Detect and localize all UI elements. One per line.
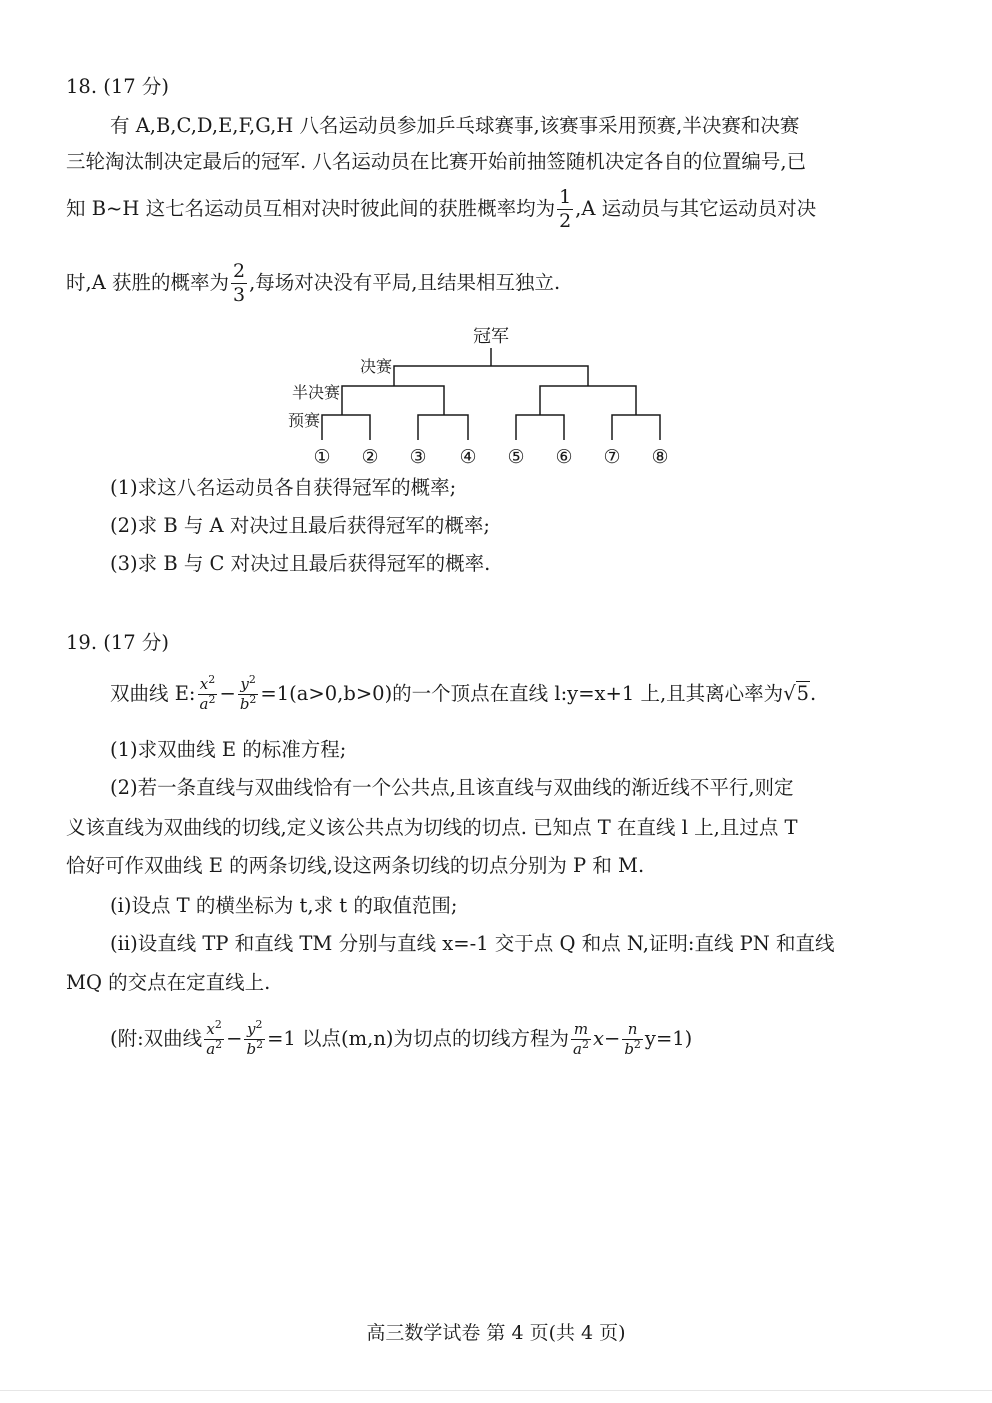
q19-intro-text-b: =1(a>0,b>0)的一个顶点在直线 l:y=x+1 上,且其离心率为 [260, 682, 784, 705]
bracket-prelim-4 [612, 415, 660, 440]
q19-part-2-line-3: 恰好可作双曲线 E 的两条切线,设这两条切线的切点分别为 P 和 M. [66, 854, 645, 877]
q19-note-text-b: =1 以点(m,n)为切点的切线方程为 [267, 1027, 570, 1050]
seat-2: ② [361, 446, 379, 468]
tournament-bracket [270, 318, 700, 473]
label-champion: 冠军 [473, 326, 509, 347]
page-footer: 高三数学试卷 第 4 页(共 4 页) [366, 1322, 626, 1344]
q19-note-text-c: y=1) [644, 1027, 693, 1050]
probability-two-thirds [231, 262, 247, 305]
bracket-semi-right [540, 386, 636, 415]
x-squared-over-a-squared: $\frac{x^2}{a^2}$ [199, 673, 216, 713]
q18-line-3-text-a: 知 B~H 这七名运动员互相对决时彼此间的获胜概率均为 [66, 197, 556, 220]
q18-part-2: (2)求 B 与 A 对决过且最后获得冠军的概率; [110, 514, 490, 537]
seat-1: ① [313, 446, 331, 468]
frac-den: 2 [559, 210, 572, 232]
seat-3: ③ [409, 446, 427, 468]
sqrt-five: 5 [796, 682, 810, 705]
q18-line-4 [66, 262, 892, 305]
q18-line-4-text-a: 时,A 获胜的概率为 [66, 271, 229, 294]
q19-intro-end: . [810, 682, 817, 705]
note-n-over-b2: $\frac{n}{b^2}$ [624, 1020, 641, 1058]
q19-part-2-line-1: (2)若一条直线与双曲线恰有一个公共点,且该直线与双曲线的渐近线不平行,则定 [110, 776, 794, 799]
bracket-prelim-2 [418, 415, 468, 440]
q18-line-3-text-b: ,A 运动员与其它运动员对决 [575, 197, 817, 220]
frac-num: 1 [559, 186, 572, 208]
label-final: 决赛 [359, 357, 392, 376]
q19-part-2-ii-line-2: MQ 的交点在定直线上. [66, 971, 271, 994]
frac-num: 2 [232, 260, 246, 282]
q18-line-4-text-b: ,每场对决没有平局,且结果相互独立. [249, 271, 561, 294]
q18-line-2: 三轮淘汰制决定最后的冠军. 八名运动员在比赛开始前抽签随机决定各自的位置编号,已 [66, 150, 807, 173]
label-prelim: 预赛 [287, 411, 320, 430]
q19-part-2-i: (i)设点 T 的横坐标为 t,求 t 的取值范围; [110, 894, 458, 917]
q19-part-1: (1)求双曲线 E 的标准方程; [110, 738, 347, 761]
bracket-prelim-3 [516, 415, 564, 440]
q19-part-2-line-2: 义该直线为双曲线的切线,定义该公共点为切线的切点. 已知点 T 在直线 l 上,且过点 T [66, 816, 798, 839]
frac-den: 3 [232, 284, 246, 306]
q19-header: 19. (17 分) [66, 631, 169, 654]
page-bottom-divider [0, 1390, 992, 1391]
seat-4: ④ [459, 446, 477, 468]
note-x2-over-a2: $\frac{x^2}{a^2}$ [206, 1018, 223, 1058]
note-y2-over-b2: $\frac{y^2}{b^2}$ [246, 1018, 264, 1058]
probability-half [557, 188, 573, 231]
q19-note: (附:双曲线 $\frac{x^2}{a^2}$ − $\frac{y^2}{b^2}$ =1 以点(m,n)为切点的切线方程为 $\frac{m}{a^2}$ x− $\frac{n}{b^2}$ y=1) [110, 1018, 693, 1058]
q18-line-3 [66, 188, 892, 231]
note-m-over-a2: $\frac{m}{a^2}$ [573, 1020, 589, 1058]
seat-7: ⑦ [603, 446, 621, 468]
q19-note-text-a: (附:双曲线 [110, 1027, 203, 1050]
q18-line-1: 有 A,B,C,D,E,F,G,H 八名运动员参加乒乓球赛事,该赛事采用预赛,半决赛和决赛 [110, 114, 800, 137]
q18-part-3: (3)求 B 与 C 对决过且最后获得冠军的概率. [110, 552, 491, 575]
q18-part-1: (1)求这八名运动员各自获得冠军的概率; [110, 476, 457, 499]
bracket-final [394, 366, 588, 386]
seat-8: ⑧ [651, 446, 669, 468]
q19-intro-text-a: 双曲线 E: [110, 682, 196, 705]
seat-6: ⑥ [555, 446, 573, 468]
bracket-semi-left [342, 386, 444, 415]
q19-part-2-ii-line-1: (ii)设直线 TP 和直线 TM 分别与直线 x=-1 交于点 Q 和点 N,证明:直线 PN 和直线 [110, 932, 835, 955]
seat-5: ⑤ [507, 446, 525, 468]
q19-intro: 双曲线 E: $\frac{x^2}{a^2}$ − $\frac{y^2}{b^2}$ =1(a>0,b>0)的一个顶点在直线 l:y=x+1 上,且其离心率为√5. [110, 673, 817, 713]
q18-header: 18. (17 分) [66, 75, 169, 98]
label-semifinal: 半决赛 [291, 383, 340, 402]
bracket-prelim-1 [322, 415, 370, 440]
y-squared-over-b-squared: $\frac{y^2}{b^2}$ [239, 673, 257, 713]
